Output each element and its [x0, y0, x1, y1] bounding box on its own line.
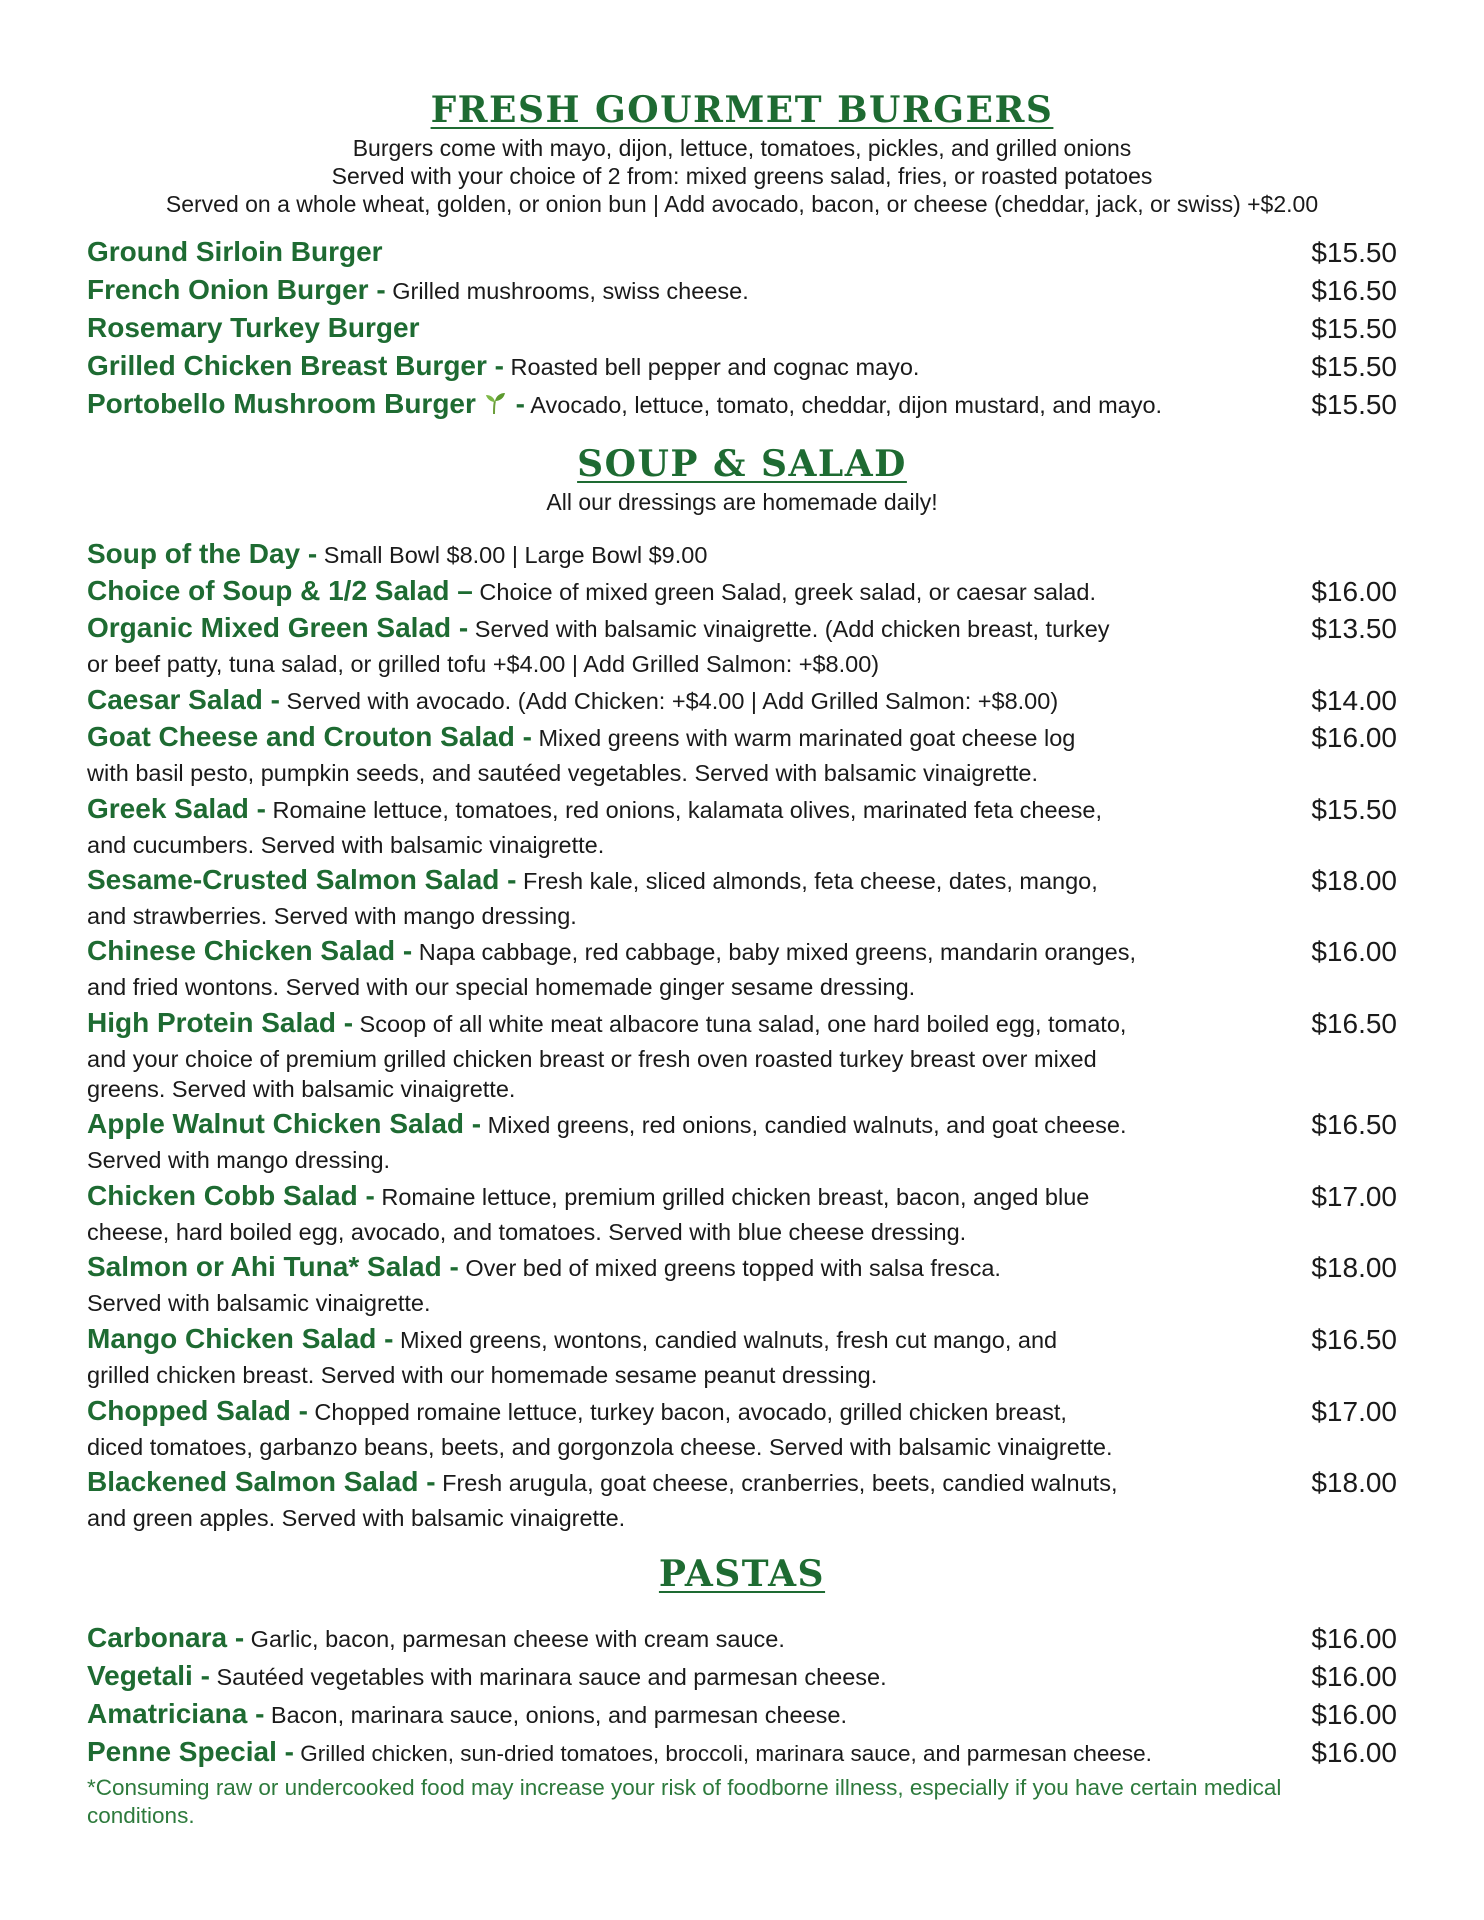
- item-desc-cont: and your choice of premium grilled chicken breast or fresh oven roasted turkey breast over mixed: [87, 1046, 1097, 1072]
- sprout-icon: [482, 390, 508, 416]
- item-name: Amatriciana -: [87, 1698, 265, 1729]
- item-name: Organic Mixed Green Salad -: [87, 612, 469, 643]
- item-desc: Romaine lettuce, tomatoes, red onions, kalamata olives, marinated feta cheese,: [265, 797, 1102, 823]
- soup-salad-section: [0, 442, 1484, 516]
- item-name: Vegetali -: [87, 1660, 210, 1691]
- item-price: $16.50: [1311, 1324, 1397, 1355]
- pastas-list: [0, 1620, 1484, 1772]
- item-name: Mango Chicken Salad -: [87, 1323, 394, 1354]
- item-desc-cont: and cucumbers. Served with balsamic vinaigrette.: [87, 832, 605, 858]
- item-desc: Garlic, bacon, parmesan cheese with cream sauce.: [244, 1626, 785, 1652]
- item-desc: Fresh arugula, goat cheese, cranberries, beets, candied walnuts,: [435, 1470, 1118, 1496]
- item-desc: Mixed greens, wontons, candied walnuts, fresh cut mango, and: [393, 1327, 1058, 1353]
- menu-item: [87, 862, 1397, 933]
- item-desc: Chopped romaine lettuce, turkey bacon, avocado, grilled chicken breast,: [307, 1399, 1067, 1425]
- item-desc: Romaine lettuce, premium grilled chicken breast, bacon, anged blue: [374, 1184, 1090, 1210]
- item-name: Choice of Soup & 1/2 Salad –: [87, 575, 473, 606]
- menu-item: [87, 933, 1397, 1005]
- item-price: $16.00: [1311, 1661, 1397, 1692]
- item-desc-cont: or beef patty, tuna salad, or grilled tofu +$4.00 | Add Grilled Salmon: +$8.00): [87, 651, 880, 677]
- menu-item: [87, 1321, 1397, 1393]
- menu-item: [87, 719, 1397, 791]
- item-name: French Onion Burger -: [87, 274, 386, 305]
- menu-item: [87, 1106, 1397, 1178]
- item-name: Rosemary Turkey Burger: [87, 312, 420, 343]
- menu-item: [87, 1696, 1397, 1734]
- menu-item: [87, 1005, 1397, 1106]
- menu-item: [87, 1620, 1397, 1658]
- item-desc-cont: diced tomatoes, garbanzo beans, beets, and gorgonzola cheese. Served with balsamic vinaigrette.: [87, 1434, 1113, 1460]
- item-price: $15.50: [1311, 389, 1397, 420]
- menu-item: [87, 272, 1397, 310]
- item-price: $16.50: [1311, 1109, 1397, 1140]
- menu-item: [87, 310, 1397, 348]
- item-desc: Small Bowl $8.00 | Large Bowl $9.00: [317, 542, 708, 568]
- item-desc-cont: and strawberries. Served with mango dressing.: [87, 903, 577, 929]
- menu-item: [87, 682, 1397, 719]
- item-price: $16.00: [1311, 936, 1397, 967]
- item-price: $17.00: [1311, 1396, 1397, 1427]
- item-desc-cont: and green apples. Served with balsamic vinaigrette.: [87, 1505, 626, 1531]
- item-desc: Over bed of mixed greens topped with salsa fresca.: [458, 1255, 1001, 1281]
- item-price: $18.00: [1311, 1252, 1397, 1283]
- item-desc-cont: with basil pesto, pumpkin seeds, and sautéed vegetables. Served with balsamic vinaigrette.: [87, 760, 1038, 786]
- burgers-info-3: Served on a whole wheat, golden, or onion bun | Add avocado, bacon, or cheese (cheddar, jack, or swiss) +$2.00: [165, 191, 1319, 217]
- menu-item: [87, 536, 1397, 573]
- item-desc: Napa cabbage, red cabbage, baby mixed greens, mandarin oranges,: [412, 939, 1136, 965]
- item-desc: Bacon, marinara sauce, onions, and parmesan cheese.: [264, 1702, 848, 1728]
- item-price: $15.50: [1311, 237, 1397, 268]
- burgers-info-1: Burgers come with mayo, dijon, lettuce, tomatoes, pickles, and grilled onions: [352, 135, 1132, 161]
- item-desc: Fresh kale, sliced almonds, feta cheese, dates, mango,: [516, 868, 1098, 894]
- item-name: Grilled Chicken Breast Burger -: [87, 350, 505, 381]
- item-name: Blackened Salmon Salad -: [87, 1466, 436, 1497]
- soup-salad-title: SOUP & SALAD: [577, 443, 907, 485]
- item-desc: Avocado, lettuce, tomato, cheddar, dijon mustard, and mayo.: [525, 392, 1163, 418]
- item-price: $14.00: [1311, 685, 1397, 716]
- item-name: Portobello Mushroom Burger: [87, 388, 476, 419]
- menu-item: [87, 234, 1397, 272]
- burgers-list: [0, 234, 1484, 424]
- item-price: $16.00: [1311, 1699, 1397, 1730]
- item-name: Penne Special -: [87, 1736, 294, 1767]
- item-name: Greek Salad -: [87, 793, 266, 824]
- item-desc-cont: greens. Served with balsamic vinaigrette.: [87, 1076, 516, 1102]
- item-desc-cont: cheese, hard boiled egg, avocado, and tomatoes. Served with blue cheese dressing.: [87, 1219, 967, 1245]
- menu-item: [87, 610, 1397, 682]
- item-desc-cont: and fried wontons. Served with our special homemade ginger sesame dressing.: [87, 974, 916, 1000]
- item-price: $13.50: [1311, 613, 1397, 644]
- pastas-section: [0, 1552, 1484, 1596]
- item-name: Chicken Cobb Salad -: [87, 1180, 375, 1211]
- item-desc: Roasted bell pepper and cognac mayo.: [504, 354, 920, 380]
- item-desc: Scoop of all white meat albacore tuna salad, one hard boiled egg, tomato,: [353, 1011, 1127, 1037]
- menu-item: [87, 1249, 1397, 1321]
- item-name: Ground Sirloin Burger: [87, 236, 383, 267]
- item-name: Soup of the Day -: [87, 538, 318, 569]
- item-desc: Served with avocado. (Add Chicken: +$4.00 | Add Grilled Salmon: +$8.00): [280, 688, 1059, 714]
- item-name: Chinese Chicken Salad -: [87, 935, 413, 966]
- item-price: $15.50: [1311, 794, 1397, 825]
- item-price: $16.00: [1311, 722, 1397, 753]
- item-price: $18.00: [1311, 865, 1397, 896]
- item-name: Goat Cheese and Crouton Salad -: [87, 721, 532, 752]
- item-price: $17.00: [1311, 1181, 1397, 1212]
- menu-item: [87, 1393, 1397, 1464]
- item-price: $16.00: [1311, 576, 1397, 607]
- item-price: $15.50: [1311, 313, 1397, 344]
- item-price: $18.00: [1311, 1467, 1397, 1498]
- menu-item: [87, 1734, 1397, 1772]
- menu-item: [87, 1178, 1397, 1249]
- item-name: High Protein Salad -: [87, 1007, 354, 1038]
- item-desc: Sautéed vegetables with marinara sauce and parmesan cheese.: [209, 1664, 887, 1690]
- item-name: Carbonara -: [87, 1622, 245, 1653]
- menu-item: [87, 386, 1397, 424]
- item-desc: Choice of mixed green Salad, greek salad, or caesar salad.: [472, 579, 1096, 605]
- item-desc: Mixed greens with warm marinated goat cheese log: [531, 725, 1076, 751]
- item-price: $16.50: [1311, 1008, 1397, 1039]
- menu-item: [87, 1464, 1397, 1536]
- pastas-title: PASTAS: [658, 1553, 826, 1595]
- menu-item: [87, 573, 1397, 610]
- item-name: Sesame-Crusted Salmon Salad -: [87, 864, 517, 895]
- item-name: Apple Walnut Chicken Salad -: [87, 1108, 482, 1139]
- item-desc-cont: Served with mango dressing.: [87, 1147, 391, 1173]
- soup-salad-subtitle: All our dressings are homemade daily!: [546, 489, 938, 515]
- menu-item: [87, 791, 1397, 862]
- item-price: $16.00: [1311, 1623, 1397, 1654]
- item-price: $16.50: [1311, 275, 1397, 306]
- menu-item: [87, 348, 1397, 386]
- burgers-info-2: Served with your choice of 2 from: mixed greens salad, fries, or roasted potatoes: [331, 163, 1153, 189]
- item-name: Salmon or Ahi Tuna* Salad -: [87, 1251, 459, 1282]
- item-desc: Grilled mushrooms, swiss cheese.: [385, 278, 749, 304]
- item-desc-cont: Served with balsamic vinaigrette.: [87, 1290, 431, 1316]
- item-name-suffix: -: [507, 388, 526, 419]
- burgers-title: FRESH GOURMET BURGERS: [430, 89, 1054, 131]
- item-desc: Grilled chicken, sun-dried tomatoes, broccoli, marinara sauce, and parmesan cheese.: [293, 1741, 1152, 1766]
- burgers-section: [0, 88, 1484, 218]
- item-name: Chopped Salad -: [87, 1395, 308, 1426]
- menu-item: [87, 1658, 1397, 1696]
- item-desc-cont: grilled chicken breast. Served with our homemade sesame peanut dressing.: [87, 1362, 878, 1388]
- item-name: Caesar Salad -: [87, 684, 280, 715]
- soup-salad-list: [0, 536, 1484, 1536]
- item-desc: Served with balsamic vinaigrette. (Add chicken breast, turkey: [468, 616, 1110, 642]
- foodborne-illness-footnote: *Consuming raw or undercooked food may increase your risk of foodborne illness, especially if you have certain medical conditions.: [87, 1775, 1282, 1828]
- item-price: $15.50: [1311, 351, 1397, 382]
- item-price: $16.00: [1311, 1737, 1397, 1768]
- item-desc: Mixed greens, red onions, candied walnuts, and goat cheese.: [481, 1112, 1127, 1138]
